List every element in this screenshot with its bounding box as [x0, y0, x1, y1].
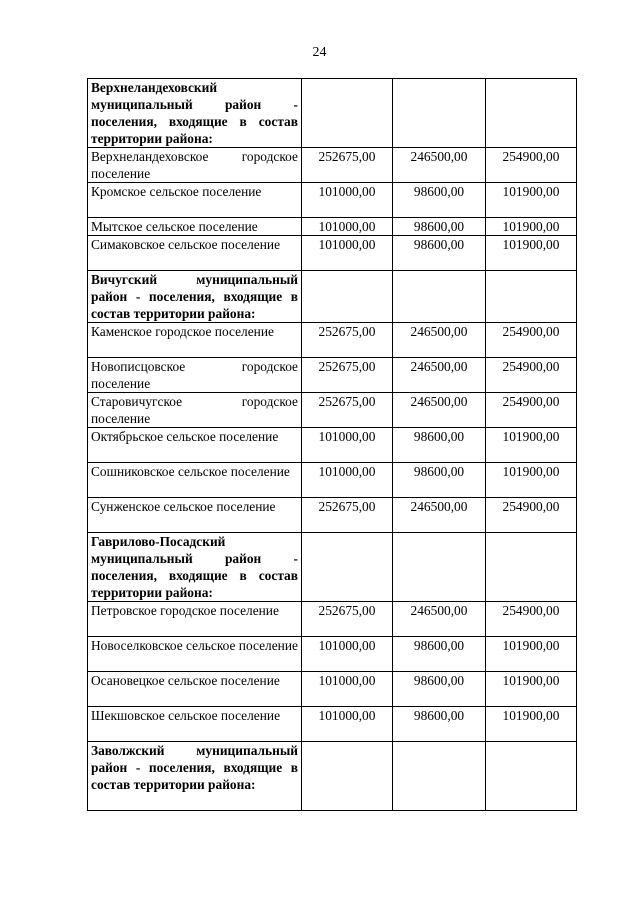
- amount-cell-2: 98600,00: [393, 672, 486, 707]
- settlement-name: Симаковское сельское поселение: [88, 236, 302, 271]
- amount-cell-3: 101900,00: [486, 236, 577, 271]
- amount-cell-3: 101900,00: [486, 637, 577, 672]
- amount-cell-2: 98600,00: [393, 183, 486, 218]
- amount-cell-2: 246500,00: [393, 602, 486, 637]
- empty-cell: [486, 79, 577, 148]
- budget-table: [87, 78, 577, 811]
- settlement-name: Мытское сельское поселение: [88, 218, 302, 236]
- settlement-name: Петровское городское поселение: [88, 602, 302, 637]
- district-heading: Верхнеландеховский муниципальный район - поселения, входящие в состав территории района:: [88, 79, 302, 148]
- amount-cell-2: 246500,00: [393, 393, 486, 428]
- table-row: [88, 602, 577, 637]
- settlement-name: Верхнеландеховское городское поселение: [88, 148, 302, 183]
- group-header-row: [88, 271, 577, 323]
- settlement-name: Каменское городское поселение: [88, 323, 302, 358]
- amount-cell-1: 101000,00: [302, 637, 393, 672]
- amount-cell-3: 101900,00: [486, 707, 577, 742]
- table-row: [88, 393, 577, 428]
- amount-cell-2: 246500,00: [393, 358, 486, 393]
- empty-cell: [393, 742, 486, 811]
- amount-cell-1: 101000,00: [302, 428, 393, 463]
- amount-cell-1: 101000,00: [302, 672, 393, 707]
- group-header-row: [88, 533, 577, 602]
- empty-cell: [393, 533, 486, 602]
- settlement-name: Сошниковское сельское поселение: [88, 463, 302, 498]
- page-number: 24: [312, 45, 327, 60]
- amount-cell-2: 98600,00: [393, 218, 486, 236]
- table-row: [88, 358, 577, 393]
- amount-cell-3: 254900,00: [486, 358, 577, 393]
- amount-cell-2: 98600,00: [393, 637, 486, 672]
- amount-cell-3: 254900,00: [486, 393, 577, 428]
- amount-cell-3: 101900,00: [486, 463, 577, 498]
- empty-cell: [393, 271, 486, 323]
- empty-cell: [486, 271, 577, 323]
- empty-cell: [486, 742, 577, 811]
- amount-cell-2: 246500,00: [393, 148, 486, 183]
- amount-cell-3: 101900,00: [486, 672, 577, 707]
- empty-cell: [302, 271, 393, 323]
- amount-cell-1: 101000,00: [302, 236, 393, 271]
- empty-cell: [302, 742, 393, 811]
- district-heading: Вичугский муниципальный район - поселения, входящие в состав территории района:: [88, 271, 302, 323]
- amount-cell-1: 252675,00: [302, 148, 393, 183]
- amount-cell-2: 98600,00: [393, 428, 486, 463]
- table-row: [88, 323, 577, 358]
- settlement-name: Кромское сельское поселение: [88, 183, 302, 218]
- amount-cell-2: 246500,00: [393, 323, 486, 358]
- amount-cell-3: 101900,00: [486, 218, 577, 236]
- amount-cell-1: 252675,00: [302, 358, 393, 393]
- table-row: [88, 148, 577, 183]
- amount-cell-2: 98600,00: [393, 707, 486, 742]
- amount-cell-1: 101000,00: [302, 183, 393, 218]
- table-row: [88, 463, 577, 498]
- empty-cell: [486, 533, 577, 602]
- amount-cell-1: 252675,00: [302, 498, 393, 533]
- table-row: [88, 637, 577, 672]
- settlement-name: Новописцовское городское поселение: [88, 358, 302, 393]
- table-row: [88, 498, 577, 533]
- table-row: [88, 183, 577, 218]
- group-header-row: [88, 79, 577, 148]
- amount-cell-3: 254900,00: [486, 323, 577, 358]
- settlement-name: Сунженское сельское поселение: [88, 498, 302, 533]
- settlement-name: Новоселковское сельское поселение: [88, 637, 302, 672]
- amount-cell-1: 101000,00: [302, 707, 393, 742]
- settlement-name: Шекшовское сельское поселение: [88, 707, 302, 742]
- settlement-name: Октябрьское сельское поселение: [88, 428, 302, 463]
- amount-cell-2: 98600,00: [393, 236, 486, 271]
- amount-cell-1: 252675,00: [302, 323, 393, 358]
- amount-cell-1: 101000,00: [302, 463, 393, 498]
- amount-cell-1: 101000,00: [302, 218, 393, 236]
- amount-cell-3: 101900,00: [486, 183, 577, 218]
- table-row: [88, 218, 577, 236]
- empty-cell: [393, 79, 486, 148]
- amount-cell-1: 252675,00: [302, 393, 393, 428]
- settlement-name: Осановецкое сельское поселение: [88, 672, 302, 707]
- empty-cell: [302, 79, 393, 148]
- amount-cell-3: 254900,00: [486, 498, 577, 533]
- table-body: [88, 79, 577, 811]
- settlement-name: Старовичугское городское поселение: [88, 393, 302, 428]
- amount-cell-2: 98600,00: [393, 463, 486, 498]
- district-heading: Заволжский муниципальный район - поселения, входящие в состав территории района:: [88, 742, 302, 811]
- group-header-row: [88, 742, 577, 811]
- table-row: [88, 428, 577, 463]
- amount-cell-1: 252675,00: [302, 602, 393, 637]
- table-row: [88, 672, 577, 707]
- empty-cell: [302, 533, 393, 602]
- amount-cell-2: 246500,00: [393, 498, 486, 533]
- district-heading: Гаврилово-Посадский муниципальный район - поселения, входящие в состав территории района:: [88, 533, 302, 602]
- amount-cell-3: 254900,00: [486, 602, 577, 637]
- table-row: [88, 236, 577, 271]
- amount-cell-3: 101900,00: [486, 428, 577, 463]
- table-row: [88, 707, 577, 742]
- amount-cell-3: 254900,00: [486, 148, 577, 183]
